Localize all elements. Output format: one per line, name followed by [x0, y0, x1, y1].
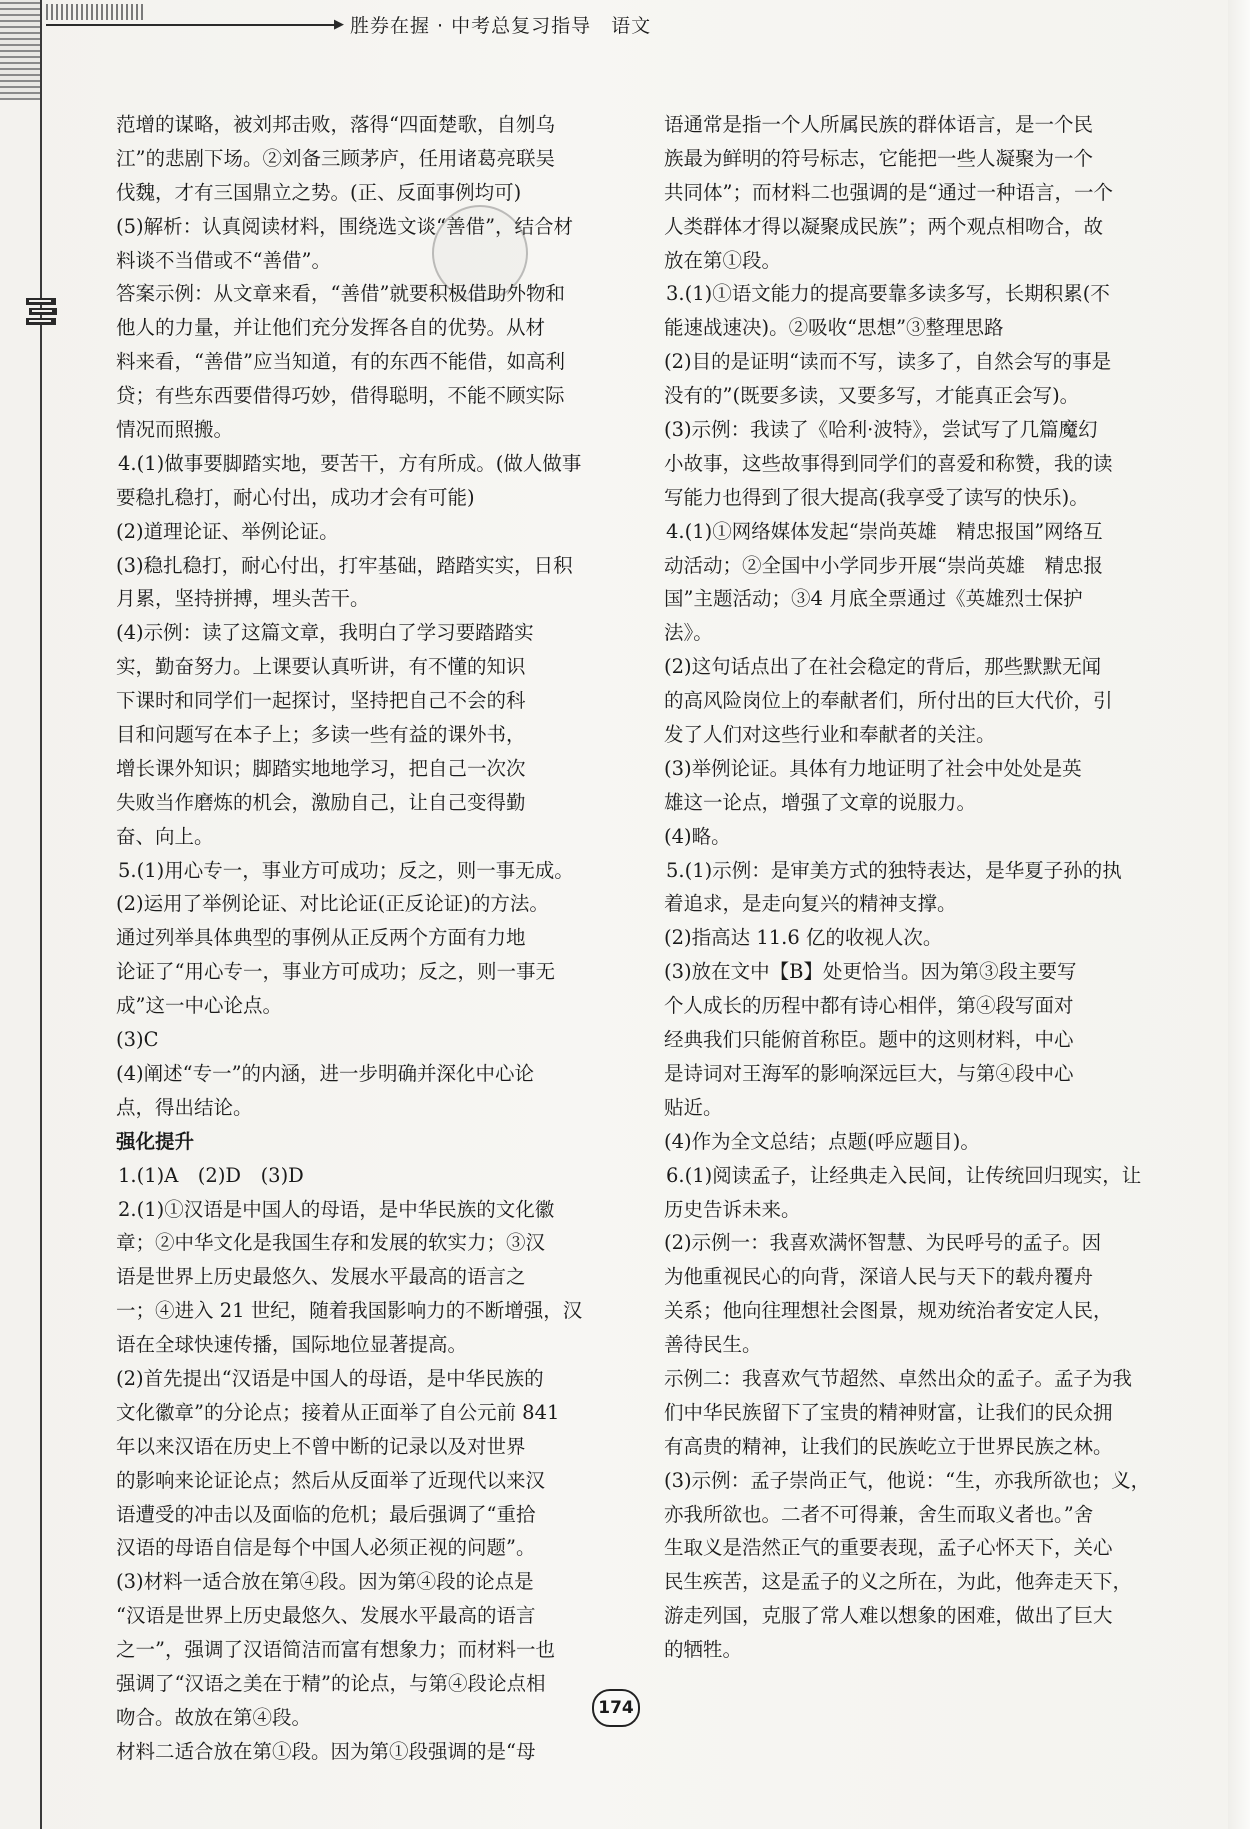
- page-number: 174: [592, 1689, 640, 1727]
- text-line: 雄这一论点，增强了文章的说服力。: [664, 790, 977, 814]
- text-line: 的影响来论证论点；然后从反面举了近现代以来汉: [116, 1468, 546, 1492]
- books-icon: [24, 294, 60, 334]
- text-line: 料来看，“善借”应当知道，有的东西不能借，如高利: [116, 350, 565, 374]
- text-line: (3)C: [116, 1028, 159, 1052]
- text-line: 是诗词对王海军的影响深远巨大，与第④段中心: [664, 1061, 1074, 1085]
- text-line: 增长课外知识；脚踏实地地学习，把自己一次次: [116, 756, 526, 780]
- text-line: 族最为鲜明的符号标志，它能把一些人凝聚为一个: [664, 146, 1094, 170]
- text-line: 民生疾苦，这是孟子的义之所在，为此，他奔走天下，: [664, 1570, 1133, 1594]
- text-line: 游走列国，克服了常人难以想象的困难，做出了巨大: [664, 1604, 1113, 1628]
- text-line: 贷；有些东西要借得巧妙，借得聪明，不能不顾实际: [116, 384, 565, 408]
- text-line: (2)运用了举例论证、对比论证(正反论证)的方法。: [116, 892, 549, 916]
- text-line: 人类群体才得以凝聚成民族”；两个观点相吻合，故: [664, 214, 1103, 238]
- text-line: 4.(1)①网络媒体发起“崇尚英雄 精忠报国”网络互: [666, 519, 1103, 543]
- text-line: (2)首先提出“汉语是中国人的母语，是中华民族的: [116, 1366, 544, 1390]
- text-line: (4)作为全文总结；点题(呼应题目)。: [664, 1129, 980, 1153]
- running-header: 胜券在握 · 中考总复习指导 语文: [350, 15, 652, 37]
- text-line: 江”的悲剧下场。②刘备三顾茅庐，任用诸葛亮联吴: [116, 146, 555, 170]
- text-line: “汉语是世界上历史最悠久、发展水平最高的语言: [116, 1604, 536, 1628]
- text-line: 论证了“用心专一，事业方可成功；反之，则一事无: [116, 960, 555, 984]
- text-line: 贴近。: [664, 1095, 723, 1119]
- text-line: 情况而照搬。: [116, 418, 234, 442]
- text-line: (4)阐述“专一”的内涵，进一步明确并深化中心论: [116, 1061, 535, 1085]
- text-line: 5.(1)示例：是审美方式的独特表达，是华夏子孙的执: [666, 858, 1122, 882]
- text-line: 2.(1)①汉语是中国人的母语，是中华民族的文化徽: [118, 1197, 555, 1221]
- page-edge: [1228, 0, 1250, 1829]
- text-line: 4.(1)做事要脚踏实地，要苦干，方有所成。(做人做事: [118, 451, 582, 475]
- text-line: 吻合。故放在第④段。: [116, 1705, 312, 1729]
- text-line: 年以来汉语在历史上不曾中断的记录以及对世界: [116, 1434, 526, 1458]
- text-line: (2)指高达 11.6 亿的收视人次。: [664, 926, 943, 950]
- text-line: 强调了“汉语之美在于精”的论点，与第④段论点相: [116, 1671, 546, 1695]
- text-line: 能速战速决)。②吸收“思想”③整理思路: [664, 316, 1004, 340]
- text-line: 伐魏，才有三国鼎立之势。(正、反面事例均可): [116, 180, 522, 204]
- text-line: (3)示例：我读了《哈利·波特》，尝试写了几篇魔幻: [664, 418, 1098, 442]
- text-line: 语遭受的冲击以及面临的危机；最后强调了“重拾: [116, 1502, 536, 1526]
- text-line: (2)目的是证明“读而不写，读多了，自然会写的事是: [664, 350, 1112, 374]
- text-line: 动活动；②全国中小学同步开展“崇尚英雄 精忠报: [664, 553, 1103, 577]
- edge-stripe: [0, 0, 40, 100]
- text-line: 3.(1)①语文能力的提高要靠多读多写，长期积累(不: [666, 282, 1110, 306]
- header-rule: [46, 24, 341, 26]
- text-line: 章；②中华文化是我国生存和发展的软实力；③汉: [116, 1231, 546, 1255]
- text-line: (3)放在文中【B】处更恰当。因为第③段主要写: [664, 960, 1077, 984]
- text-line: 国”主题活动；③4 月底全票通过《英雄烈士保护: [664, 587, 1083, 611]
- text-line: 答案示例：从文章来看，“善借”就要积极借助外物和: [116, 282, 565, 306]
- text-line: 5.(1)用心专一，事业方可成功；反之，则一事无成。: [118, 858, 574, 882]
- text-line: 成”这一中心论点。: [116, 994, 282, 1018]
- text-line: (4)略。: [664, 824, 731, 848]
- text-line: 语通常是指一个人所属民族的群体语言，是一个民: [664, 113, 1094, 136]
- text-line: 小故事，这些故事得到同学们的喜爱和称赞，我的读: [664, 451, 1113, 475]
- text-line: 法》。: [664, 621, 713, 645]
- text-line: 他人的力量，并让他们充分发挥各自的优势。从材: [116, 316, 546, 340]
- text-line: 文化徽章”的分论点；接着从正面举了自公元前 841: [116, 1400, 560, 1424]
- text-line: 实，勤奋努力。上课要认真听讲，有不懂的知识: [116, 655, 526, 679]
- text-line: 一；④进入 21 世纪，随着我国影响力的不断增强，汉: [116, 1299, 583, 1323]
- header-pattern: [46, 4, 146, 20]
- text-line: 语在全球快速传播，国际地位显著提高。: [116, 1333, 468, 1357]
- text-line: 下课时和同学们一起探讨，坚持把自己不会的科: [116, 689, 526, 713]
- text-line: 范增的谋略，被刘邦击败，落得“四面楚歌，自刎乌: [116, 113, 555, 136]
- text-line: 料谈不当借或不“善借”。: [116, 248, 331, 272]
- text-line: 关系；他向往理想社会图景，规劝统治者安定人民，: [664, 1299, 1113, 1323]
- text-line: 经典我们只能俯首称臣。题中的这则材料，中心: [664, 1028, 1074, 1052]
- text-line: 汉语的母语自信是每个中国人必须正视的问题”。: [116, 1536, 536, 1560]
- text-line: 失败当作磨炼的机会，激励自己，让自己变得勤: [116, 790, 526, 814]
- text-line: 们中华民族留下了宝贵的精神财富，让我们的民众拥: [664, 1400, 1113, 1424]
- text-line: 的高风险岗位上的奉献者们，所付出的巨大代价，引: [664, 689, 1113, 713]
- text-line: (2)示例一：我喜欢满怀智慧、为民呼号的孟子。因: [664, 1231, 1102, 1255]
- text-line: 亦我所欲也。二者不可得兼，舍生而取义者也。”舍: [664, 1502, 1094, 1526]
- text-line: 材料二适合放在第①段。因为第①段强调的是“母: [116, 1739, 536, 1763]
- text-line: (4)示例：读了这篇文章，我明白了学习要踏踏实: [116, 621, 534, 645]
- text-line: 示例二：我喜欢气节超然、卓然出众的孟子。孟子为我: [664, 1366, 1133, 1390]
- text-line: 奋、向上。: [116, 824, 214, 848]
- text-line: 发了人们对这些行业和奉献者的关注。: [664, 723, 996, 747]
- left-column: [116, 108, 632, 1769]
- text-line: 为他重视民心的向背，深谙人民与天下的载舟覆舟: [664, 1265, 1094, 1289]
- text-line: 共同体”；而材料二也强调的是“通过一种语言，一个: [664, 180, 1113, 204]
- text-line: 写能力也得到了很大提高(我享受了读写的快乐)。: [664, 485, 1089, 509]
- text-line: 月累，坚持拼搏，埋头苦干。: [116, 587, 370, 611]
- text-line: 生取义是浩然正气的重要表现，孟子心怀天下，关心: [664, 1536, 1113, 1560]
- text-line: (2)道理论证、举例论证。: [116, 519, 339, 543]
- text-line: 没有的”(既要多读，又要多写，才能真正会写)。: [664, 384, 1080, 408]
- text-line: 1.(1)A (2)D (3)D: [118, 1163, 304, 1187]
- text-line: (2)这句话点出了在社会稳定的背后，那些默默无闻: [664, 655, 1102, 679]
- section-heading: 强化提升: [116, 1129, 195, 1153]
- right-column: [664, 108, 1172, 1667]
- text-line: 的牺牲。: [664, 1638, 743, 1662]
- text-line: (3)示例：孟子崇尚正气，他说：“生，亦我所欲也；义，: [664, 1468, 1151, 1492]
- text-line: 历史告诉未来。: [664, 1197, 801, 1221]
- text-line: 6.(1)阅读孟子，让经典走入民间，让传统回归现实，让: [666, 1163, 1142, 1187]
- text-line: 放在第①段。: [664, 248, 782, 272]
- text-line: (3)稳扎稳打，耐心付出，打牢基础，踏踏实实，日积: [116, 553, 573, 577]
- text-line: 通过列举具体典型的事例从正反两个方面有力地: [116, 926, 526, 950]
- text-line: 要稳扎稳打，耐心付出，成功才会有可能): [116, 485, 475, 509]
- text-line: 之一”，强调了汉语简洁而富有想象力；而材料一也: [116, 1638, 555, 1662]
- text-line: 有高贵的精神，让我们的民族屹立于世界民族之林。: [664, 1434, 1113, 1458]
- header-arrow-icon: ▶: [334, 17, 344, 32]
- text-line: 个人成长的历程中都有诗心相伴，第④段写面对: [664, 994, 1074, 1018]
- text-line: 点，得出结论。: [116, 1095, 253, 1119]
- margin-rule: [40, 0, 42, 1829]
- text-line: 善待民生。: [664, 1333, 762, 1357]
- text-line: (3)材料一适合放在第④段。因为第④段的论点是: [116, 1570, 534, 1594]
- text-line: 着追求，是走向复兴的精神支撑。: [664, 892, 957, 916]
- text-line: 语是世界上历史最悠久、发展水平最高的语言之: [116, 1265, 526, 1289]
- text-line: 目和问题写在本子上；多读一些有益的课外书，: [116, 723, 526, 747]
- text-line: (3)举例论证。具体有力地证明了社会中处处是英: [664, 756, 1082, 780]
- text-line: (5)解析：认真阅读材料，围绕选文谈“善借”，结合材: [116, 214, 574, 238]
